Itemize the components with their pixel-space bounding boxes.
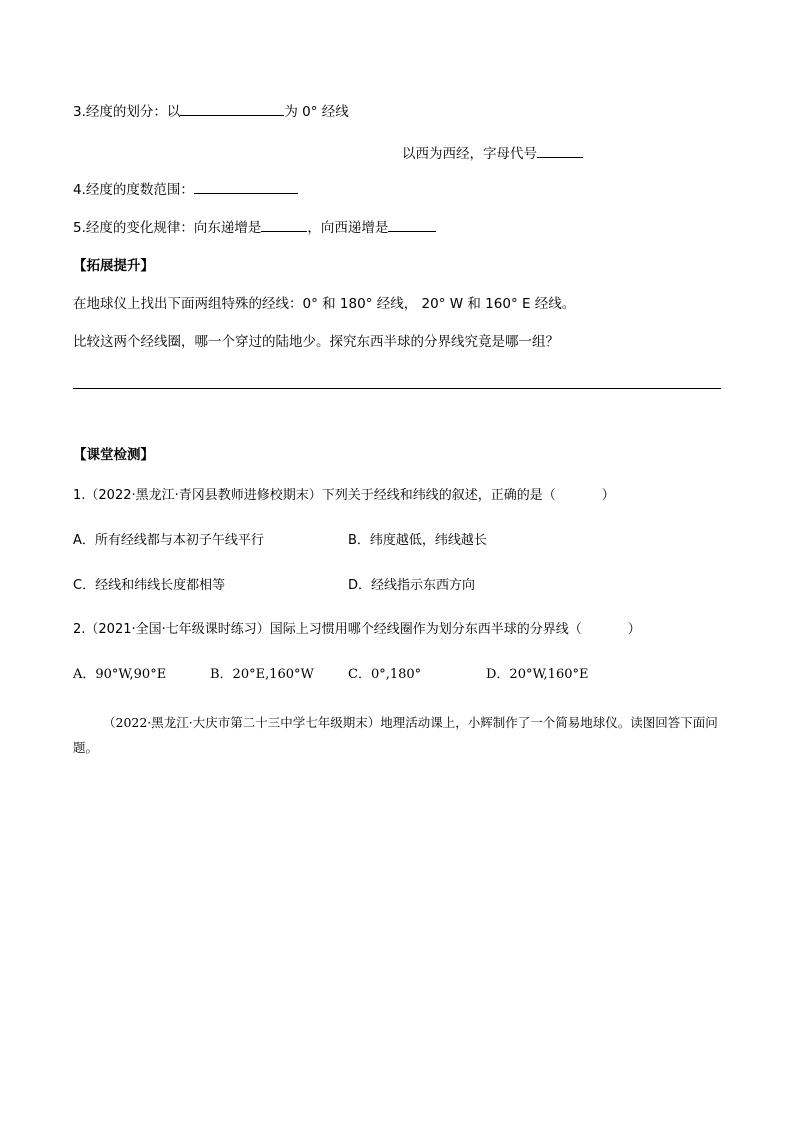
question-1 (73, 486, 615, 506)
answer-line[interactable] (73, 388, 721, 389)
item5-middle: ，向西递增是 (307, 220, 389, 236)
extension-paragraph-1: 在地球仪上找出下面两组特殊的经线：0° 和 180° 经线， 20° W 和 160° E 经线。 (73, 296, 576, 312)
item3-line2 (402, 142, 583, 164)
q1-option-d[interactable]: D．经线指示东西方向 (348, 578, 476, 593)
question-1-close: ） (601, 488, 615, 503)
item3-blank-west-symbol[interactable] (537, 142, 583, 158)
question-2-stem: 2.（2021·全国·七年级课时练习）国际上习惯用哪个经线圈作为划分东西半球的分界线（ (73, 622, 582, 637)
extension-paragraph-2: 比较这两个经线圈，哪一个穿过的陆地少。探究东西半球的分界线究竟是哪一组？ (73, 334, 559, 350)
item3-middle: 为 0° 经线 (284, 104, 349, 120)
material-paragraph: （2022·黑龙江·大庆市第二十三中学七年级期末）地理活动课上，小辉制作了一个简易地球仪。读图回答下面问题。 (73, 715, 718, 755)
question-2-close: ） (627, 622, 641, 637)
item3-line (73, 100, 349, 122)
q2-option-d[interactable]: D．20°W,160°E (486, 667, 589, 682)
q1-option-b[interactable]: B．纬度越低，纬线越长 (348, 533, 487, 548)
item5-prefix: 5.经度的变化规律：向东递增是 (73, 220, 262, 236)
item5-blank-east[interactable] (261, 216, 307, 232)
question-2 (73, 620, 641, 640)
item5-blank-west[interactable] (388, 216, 436, 232)
q1-option-a[interactable]: A．所有经线都与本初子午线平行 (73, 533, 264, 548)
question-1-stem: 1.（2022·黑龙江·青冈县教师进修校期末）下列关于经线和纬线的叙述，正确的是（ (73, 488, 556, 503)
item4-blank-range[interactable] (194, 178, 298, 194)
item3-west-text: 以西为西经，字母代号 (402, 146, 537, 162)
item3-blank-prime-meridian[interactable] (180, 100, 284, 116)
q2-option-c[interactable]: C．0°,180° (348, 667, 422, 682)
q2-option-a[interactable]: A．90°W,90°E (73, 667, 167, 682)
item3-prefix: 3.经度的划分：以 (73, 104, 181, 120)
extension-heading: 【拓展提升】 (73, 258, 154, 274)
item4-line (73, 178, 298, 200)
item4-text: 4.经度的度数范围： (73, 182, 194, 198)
q2-option-b[interactable]: B．20°E,160°W (210, 667, 314, 682)
item5-line (73, 216, 436, 238)
q1-option-c[interactable]: C．经线和纬线长度都相等 (73, 578, 226, 593)
check-heading: 【课堂检测】 (73, 447, 154, 463)
